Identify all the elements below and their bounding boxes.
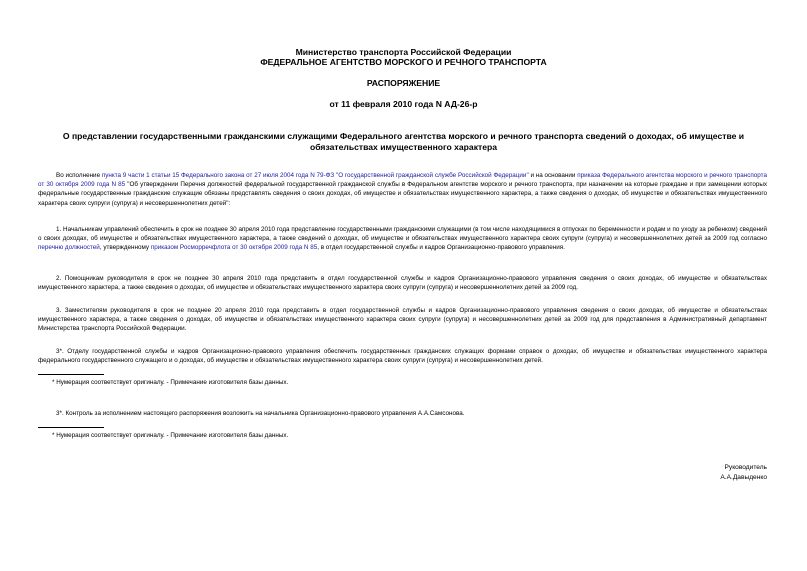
paragraph-3: 3. Заместителям руководителя в срок не позднее 20 апреля 2010 года представить в отдел государственной службы и кадров Организационно-правового управления сведения о своих доходах, об имуществе и обязательствах имущественного характера, а также сведения о доходах, об имуществе и обязательствах имущественного характера своих супруги (супруга) и несовершеннолетних детей за 2009 год для представления в Административный департамент Министерства транспорта Российской Федерации. [38, 307, 767, 333]
paragraph-1-mid: , утвержденному [99, 244, 151, 252]
document-date: от 11 февраля 2010 года N АД-26-р [329, 99, 478, 109]
footnote-divider-2 [38, 427, 104, 428]
order-link[interactable]: приказа Федерального агентства морского и речного транспорта от 30 октября 2009 года N 85 [38, 172, 767, 189]
footnote-2: * Нумерация соответствует оригиналу. - Примечание изготовителя базы данных. [52, 432, 289, 439]
ministry-name: Министерство транспорта Российской Федерации [295, 47, 512, 57]
intro-paragraph [38, 171, 767, 208]
law-link[interactable]: пункта 9 части 1 статьи 15 Федерального закона от 27 июля 2004 года N 79-ФЗ "О государственной гражданской службе Российской Федерации" [101, 172, 529, 179]
intro-text-3: "Об утверждении Перечня должностей федеральной государственной гражданской службы в Федеральном агентстве морского и речного транспорта, при назначении на которые граждане и при замещении которых федеральные государственные гражданские служащие обязаны представлять сведения о своих доходах, об имуществе и обязательствах имущественного характера, а также сведения о доходах, об имуществе и обязательствах имущественного характера своих супруги (супруга) и несовершеннолетних детей": [38, 181, 768, 207]
intro-text-2: и на основании [528, 172, 578, 179]
signature-name: А.А.Давыденко [720, 474, 767, 481]
document-title: О представлении государственными гражданскими служащими Федерального агентства морского и речного транспорта сведений о доходах, об имуществе и обязательствах имущественного характера [62, 131, 745, 152]
footnote-1: * Нумерация соответствует оригиналу. - Примечание изготовителя базы данных. [52, 379, 289, 386]
signature-position: Руководитель [724, 464, 767, 471]
paragraph-4: 3*. Отделу государственной службы и кадров Организационно-правового управления обеспечить государственных гражданских служащих формами справок о доходах, об имуществе и обязательствах имущественного характера федерального государственного служащего и о доходах, об имуществе и обязательствах имущественного характера своих супруги (супруга) и несовершеннолетних детей. [38, 348, 767, 365]
paragraph-1-end: , в отдел государственной службы и кадров Организационно-правового управления. [317, 244, 565, 252]
agency-name: ФЕДЕРАЛЬНОЕ АГЕНТСТВО МОРСКОГО И РЕЧНОГО ТРАНСПОРТА [260, 57, 547, 67]
paragraph-2: 2. Помощникам руководителя в срок не позднее 30 апреля 2010 года представить в отдел государственной службы и кадров Организационно-правового управления сведения о своих доходах, об имуществе и обязательствах имущественного характера, а также сведения о доходах, об имуществе и обязательствах имущественного характера своих супруги (супруга) и несовершеннолетних детей за 2009 год. [38, 275, 767, 292]
positions-list-link[interactable]: перечню должностей [38, 244, 100, 252]
rosmorrechflot-order-link[interactable]: приказом Росморречфлота от 30 октября 2009 года N 85 [150, 244, 318, 252]
document-type: РАСПОРЯЖЕНИЕ [366, 78, 441, 88]
footnote-divider [38, 374, 104, 375]
intro-text-1: Во исполнение [56, 172, 102, 179]
paragraph-5: 3*. Контроль за исполнением настоящего распоряжения возложить на начальника Организационно-правового управления А.А.Самсонова. [56, 410, 465, 417]
paragraph-1 [38, 225, 767, 253]
paragraph-1-text: 1. Начальникам управлений обеспечить в срок не позднее 30 апреля 2010 года представление государственными гражданскими служащими (в том числе находящимися в отпусках по беременности и родам и по уходу за ребенком) сведений о своих доходах, об имуществе и обязательствах имущественного характера, а также сведений о доходах, об имуществе и обязательствах имущественного характера своих супруги (супруга) и несовершеннолетних детей за 2009 год согласно [38, 226, 767, 243]
